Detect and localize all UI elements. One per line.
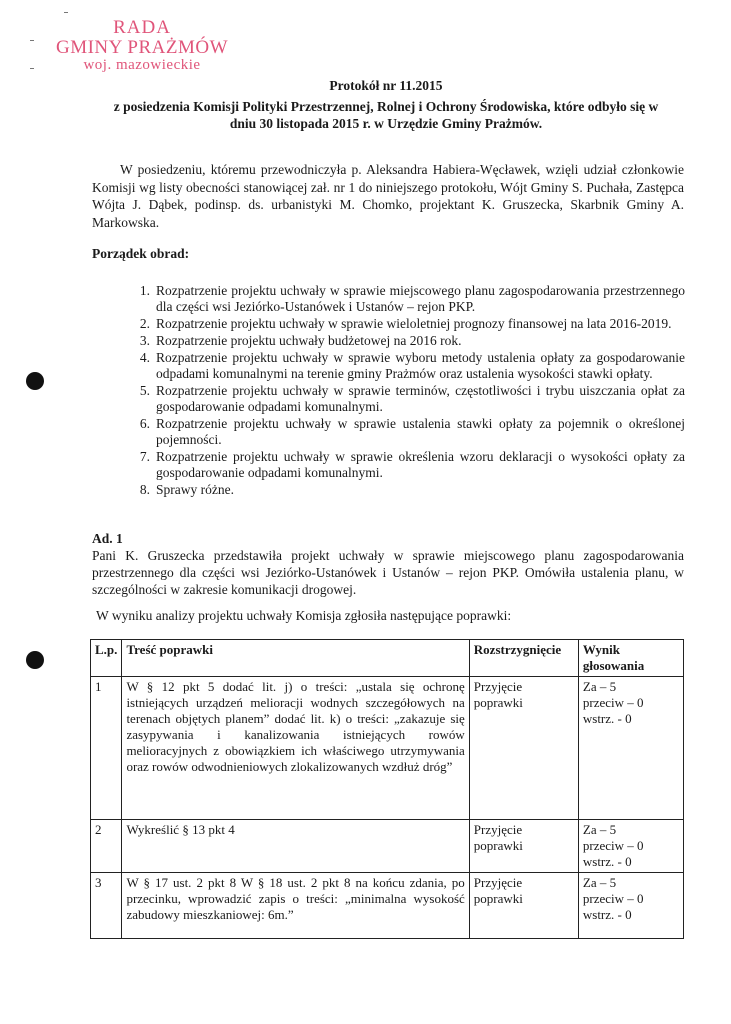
stamp-line-1: RADA (113, 17, 171, 38)
cell-tresc: W § 12 pkt 5 dodać lit. j) o treści: „ustala się ochronę istniejących urządzeń melioracji wodnych szczegółowych na terenach objętych planem” dodać lit. k) o treści: „zakazuje się zasypywania i kanalizowania istniejących rowów melioracyjnych z obowiązkiem ich właściwego utrzymywania oraz rowów odwodnieniowych zlokalizowanych wzdłuż dróg” (122, 677, 469, 820)
cell-tresc: W § 17 ust. 2 pkt 8 W § 18 ust. 2 pkt 8 na końcu zdania, po przecinku, wprowadzić zapis o treści: „minimalna wysokość zabudowy mieszkaniowej: 6m.” (122, 873, 469, 939)
scan-mark (30, 40, 34, 41)
intro-paragraph: W posiedzeniu, któremu przewodniczyła p. Aleksandra Habiera-Węcławek, wzięli udział członkowie Komisji wg listy obecności stanowiącej zał. nr 1 do niniejszego protokołu, Wójt Gminy S. Puchała, Zastępca Wójta J. Dąbek, podinsp. ds. urbanistyki M. Chomko, projektant K. Gruszecka, Skarbnik Gminy A. Markowska. (92, 162, 684, 230)
vote-przeciw: przeciw – 0 (582, 891, 644, 906)
vote-za: Za – 5 (582, 822, 617, 837)
vote-wstrz: wstrz. - 0 (582, 711, 632, 726)
agenda-item (130, 416, 685, 448)
stamp-line-2: GMINY PRAŻMÓW (55, 36, 229, 58)
agenda-item-number: 7. (139, 449, 150, 464)
agenda-item-text: Rozpatrzenie projektu uchwały w sprawie określenia wzoru deklaracji o wysokości opłaty za gospodarowanie odpadami komunalnymi. (156, 449, 685, 480)
table-header-row (91, 640, 684, 677)
table-row (91, 873, 684, 939)
agenda-item (130, 283, 685, 315)
agenda-item (130, 350, 685, 382)
cell-tresc: Wykreślić § 13 pkt 4 (122, 820, 469, 873)
agenda-item-number: 1. (139, 283, 150, 298)
agenda-item-number: 4. (139, 350, 150, 365)
cell-wynik (578, 677, 683, 820)
vote-przeciw: przeciw – 0 (582, 695, 644, 710)
agenda-item-text: Rozpatrzenie projektu uchwały w sprawie wieloletniej prognozy finansowej na lata 2016-2019. (156, 316, 672, 331)
cell-lp: 2 (91, 820, 122, 873)
agenda-item-number: 5. (139, 383, 150, 398)
agenda-item-number: 6. (139, 416, 150, 431)
header-wynik-line-1: Wynik (582, 642, 620, 657)
header-rozstrzygniecie: Rozstrzygnięcie (469, 640, 578, 677)
agenda-list (130, 283, 685, 499)
agenda-item (130, 333, 685, 349)
stamp-line-3: woj. mazowieckie (83, 56, 201, 73)
ad1-paragraph: Pani K. Gruszecka przedstawiła projekt uchwały w sprawie miejscowego planu zagospodarowania przestrzennego dla części wsi Jeziórko-Ustanówek i Ustanów – rejon PKP. Omówiła ustalenia planu, w szczególności w zakresie komunikacji drogowej. (92, 548, 684, 597)
agenda-item-text: Rozpatrzenie projektu uchwały w sprawie ustalenia stawki opłaty za pojemnik o określonej pojemności. (156, 416, 685, 447)
header-wynik (578, 640, 683, 677)
vote-przeciw: przeciw – 0 (582, 838, 644, 853)
agenda-heading: Porządek obrad: (92, 246, 190, 261)
cell-lp: 1 (91, 677, 122, 820)
agenda-item (130, 482, 685, 498)
cell-wynik (578, 873, 683, 939)
subtitle-line-2: dniu 30 listopada 2015 r. w Urzędzie Gminy Prażmów. (229, 116, 543, 131)
vote-za: Za – 5 (582, 679, 617, 694)
scan-mark (30, 68, 34, 69)
cell-lp: 3 (91, 873, 122, 939)
vote-za: Za – 5 (582, 875, 617, 890)
subtitle-line-1: z posiedzenia Komisji Polityki Przestrzennej, Rolnej i Ochrony Środowiska, które odbyło się w (113, 99, 659, 114)
scan-mark (64, 12, 68, 13)
table-row (91, 677, 684, 820)
table-row (91, 820, 684, 873)
header-tresc: Treść poprawki (122, 640, 469, 677)
header-wynik-line-2: głosowania (582, 658, 645, 673)
analysis-sentence: W wyniku analizy projektu uchwały Komisja zgłosiła następujące poprawki: (96, 608, 512, 623)
agenda-item-number: 2. (139, 316, 150, 331)
vote-wstrz: wstrz. - 0 (582, 854, 632, 869)
agenda-item-text: Rozpatrzenie projektu uchwały budżetowej na 2016 rok. (156, 333, 462, 348)
agenda-item-text: Rozpatrzenie projektu uchwały w sprawie miejscowego planu zagospodarowania przestrzennego dla części wsi Jeziórko-Ustanówek i Ustanów – rejon PKP. (156, 283, 685, 314)
agenda-item (130, 316, 685, 332)
vote-wstrz: wstrz. - 0 (582, 907, 632, 922)
header-lp: L.p. (91, 640, 122, 677)
agenda-item (130, 449, 685, 481)
agenda-item-text: Rozpatrzenie projektu uchwały w sprawie wyboru metody ustalenia opłaty za gospodarowanie odpadami komunalnymi na terenie gminy Prażmów oraz ustalenia wysokości stawki opłaty. (156, 350, 685, 381)
cell-rozstrzygniecie: Przyjęcie poprawki (469, 677, 578, 820)
ad1-heading: Ad. 1 (92, 531, 123, 546)
amendments-table (90, 639, 684, 939)
cell-wynik (578, 820, 683, 873)
council-stamp (42, 18, 242, 74)
agenda-item-number: 8. (139, 482, 150, 497)
punch-hole (26, 651, 44, 669)
agenda-item-text: Sprawy różne. (156, 482, 234, 497)
agenda-item-text: Rozpatrzenie projektu uchwały w sprawie terminów, częstotliwości i trybu uiszczania opłat za gospodarowanie odpadami komunalnymi. (156, 383, 685, 414)
agenda-item-number: 3. (139, 333, 150, 348)
punch-hole (26, 372, 44, 390)
document-subtitle (86, 98, 686, 132)
cell-rozstrzygniecie: Przyjęcie poprawki (469, 820, 578, 873)
agenda-item (130, 383, 685, 415)
document-title: Protokół nr 11.2015 (329, 78, 443, 93)
cell-rozstrzygniecie: Przyjęcie poprawki (469, 873, 578, 939)
